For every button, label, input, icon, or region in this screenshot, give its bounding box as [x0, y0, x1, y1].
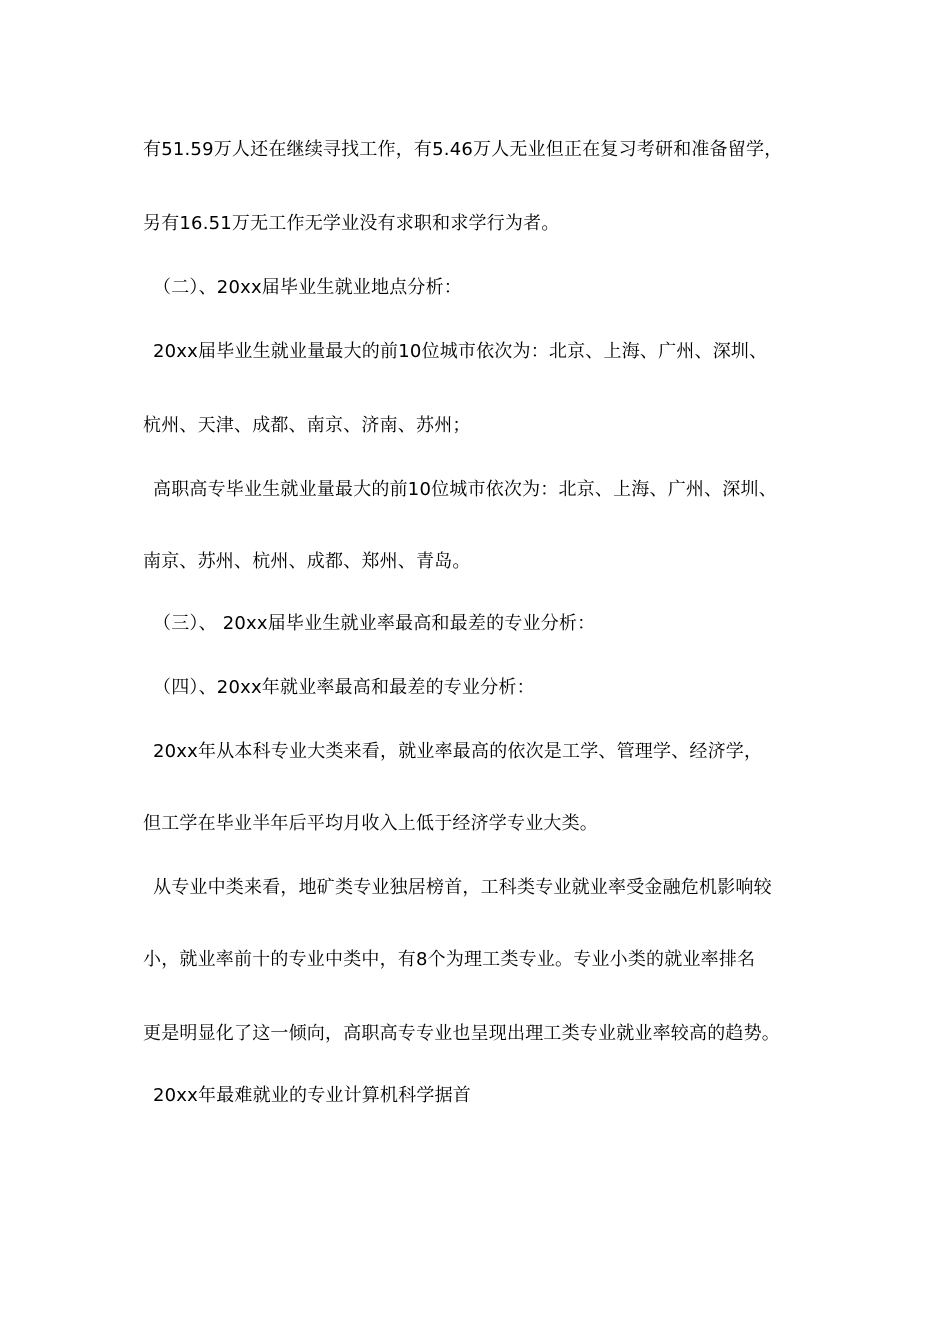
paragraph-line-12: 20xx年最难就业的专业计算机科学据首 — [153, 1085, 472, 1106]
paragraph-line-5: 高职高专毕业生就业量最大的前10位城市依次为：北京、上海、广州、深圳、 — [153, 479, 777, 500]
section-heading-4: （四）、20xx年就业率最高和最差的专业分析： — [153, 677, 535, 698]
paragraph-line-9: 从专业中类来看，地矿类专业独居榜首，工科类专业就业率受金融危机影响较 — [153, 877, 772, 898]
paragraph-line-7: 20xx年从本科专业大类来看，就业率最高的依次是工学、管理学、经济学， — [153, 741, 763, 762]
section-heading-3: （三）、 20xx届毕业生就业率最高和最差的专业分析： — [153, 613, 596, 634]
paragraph-line-6: 南京、苏州、杭州、成都、郑州、青岛。 — [143, 551, 471, 572]
paragraph-line-10: 小，就业率前十的专业中类中，有8个为理工类专业。专业小类的就业率排名 — [143, 949, 756, 970]
paragraph-line-1: 有51.59万人还在继续寻找工作，有5.46万人无业但正在复习考研和准备留学， — [143, 139, 783, 160]
section-heading-2: （二）、20xx届毕业生就业地点分析： — [153, 277, 463, 298]
paragraph-line-11: 更是明显化了这一倾向，高职高专专业也呈现出理工类专业就业率较高的趋势。 — [143, 1023, 780, 1044]
paragraph-line-3: 20xx届毕业生就业量最大的前10位城市依次为：北京、上海、广州、深圳、 — [153, 341, 768, 362]
paragraph-line-4: 杭州、天津、成都、南京、济南、苏州； — [143, 415, 471, 436]
paragraph-line-2: 另有16.51万无工作无学业没有求职和求学行为者。 — [143, 213, 560, 234]
paragraph-line-8: 但工学在毕业半年后平均月收入上低于经济学专业大类。 — [143, 813, 598, 834]
